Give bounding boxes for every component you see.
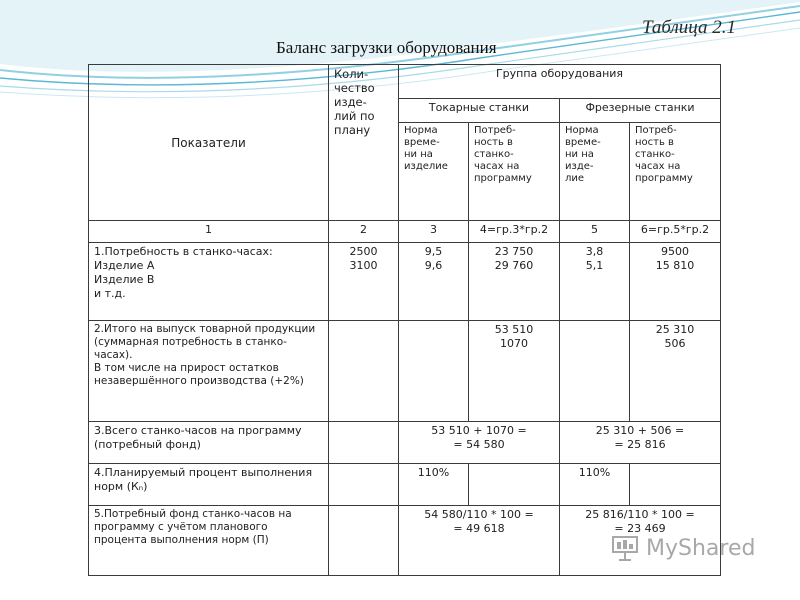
header-mills: Фрезерные станки <box>560 99 721 123</box>
header-mill-need: Потреб- ность в станко- часах на программу <box>630 123 721 221</box>
row1-lathe-norm: 9,5 9,6 <box>399 243 469 321</box>
header-lathe-norm: Норма време- ни на изделие <box>399 123 469 221</box>
row4-mill-pct: 110% <box>560 463 630 505</box>
row4-lathe-pct: 110% <box>399 463 469 505</box>
row4-mill-need-empty <box>630 463 721 505</box>
row4-qty-empty <box>329 463 399 505</box>
presentation-board-icon <box>610 533 640 563</box>
col-number: 1 <box>89 221 329 243</box>
row4-lathe-need-empty <box>469 463 560 505</box>
header-equipment-group: Группа оборудования <box>399 65 721 99</box>
row1-mill-norm: 3,8 5,1 <box>560 243 630 321</box>
row3-lathe-total: 53 510 + 1070 = = 54 580 <box>399 421 560 463</box>
row2-lathe-need: 53 510 1070 <box>469 321 560 421</box>
myshared-watermark <box>610 533 755 563</box>
header-lathes: Токарные станки <box>399 99 560 123</box>
row1-lathe-need: 23 750 29 760 <box>469 243 560 321</box>
table-number-label: Таблица 2.1 <box>642 17 736 38</box>
header-quantity: Коли- чество изде- лий по плану <box>329 65 399 221</box>
row1-qty: 2500 3100 <box>329 243 399 321</box>
header-lathe-need: Потреб- ность в станко- часах на программу <box>469 123 560 221</box>
row2-label: 2.Итого на выпуск товарной продукции (суммарная потребность в станко-часах). В том числе на прирост остатков незавершённого производства (+2%) <box>89 321 329 421</box>
row3-label: 3.Всего станко-часов на программу (потребный фонд) <box>89 421 329 463</box>
row3-mill-total: 25 310 + 506 = = 25 816 <box>560 421 721 463</box>
header-mill-norm: Норма време- ни на изде- лие <box>560 123 630 221</box>
col-number: 4=гр.3*гр.2 <box>469 221 560 243</box>
row2-qty-empty <box>329 321 399 421</box>
row4-label: 4.Планируемый процент выполнения норм (Кₙ) <box>89 463 329 505</box>
row5-mill-calc: 25 816/110 * 100 = = 23 469 <box>560 505 721 575</box>
equipment-balance-table <box>88 64 721 576</box>
col-number: 2 <box>329 221 399 243</box>
row1-label: 1.Потребность в станко-часах: Изделие А Изделие В и т.д. <box>89 243 329 321</box>
row5-label: 5.Потребный фонд станко-часов на программу с учётом планового процента выполнения норм (П) <box>89 505 329 575</box>
row3-qty-empty <box>329 421 399 463</box>
row5-qty-empty <box>329 505 399 575</box>
row2-lathe-norm-empty <box>399 321 469 421</box>
page-title: Баланс загрузки оборудования <box>276 38 497 57</box>
row5-lathe-calc: 54 580/110 * 100 = = 49 618 <box>399 505 560 575</box>
row2-mill-need: 25 310 506 <box>630 321 721 421</box>
row2-mill-norm-empty <box>560 321 630 421</box>
col-number: 6=гр.5*гр.2 <box>630 221 721 243</box>
watermark-text: MyShared <box>646 535 756 561</box>
col-number: 3 <box>399 221 469 243</box>
row1-mill-need: 9500 15 810 <box>630 243 721 321</box>
col-number: 5 <box>560 221 630 243</box>
header-indicators: Показатели <box>89 65 329 221</box>
